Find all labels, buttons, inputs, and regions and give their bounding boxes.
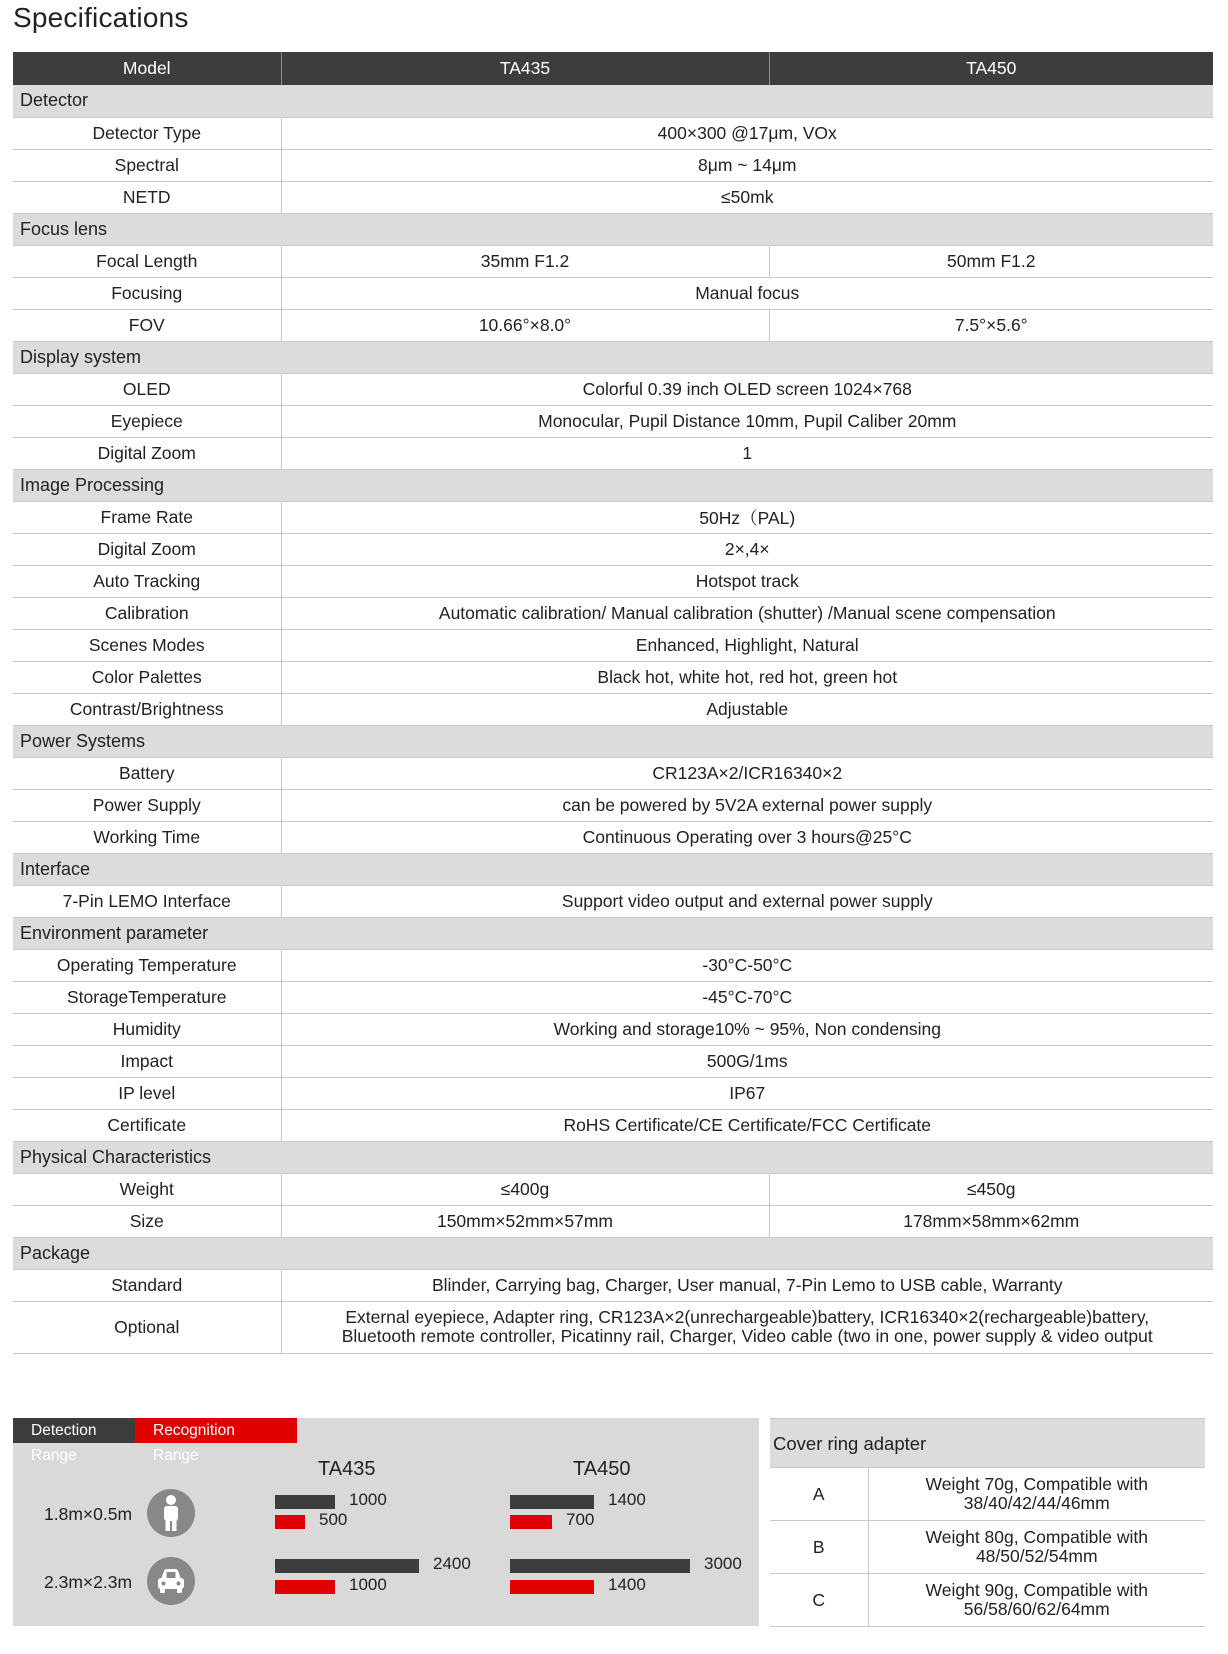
section-detector (13, 85, 1213, 117)
row-value (281, 1301, 1213, 1353)
row-value-ta435: 35mm F1.2 (281, 245, 769, 277)
recognition-value-ta435: 500 (319, 1510, 348, 1529)
table-row (13, 693, 1213, 725)
row-value-ta450: 7.5°×5.6° (769, 309, 1213, 341)
table-row (13, 981, 1213, 1013)
section-title: Display system (13, 341, 1213, 373)
section-title: Package (13, 1237, 1213, 1269)
table-row (13, 821, 1213, 853)
header-model: Model (13, 52, 281, 85)
recognition-bar-ta435 (275, 1580, 335, 1594)
section-title: Image Processing (13, 469, 1213, 501)
cover-ring-title: Cover ring adapter (770, 1419, 1205, 1468)
table-row (13, 149, 1213, 181)
detection-value-ta450: 1400 (608, 1490, 646, 1509)
row-label: Auto Tracking (13, 565, 281, 597)
row-label: Digital Zoom (13, 437, 281, 469)
spec-header-row (13, 52, 1213, 85)
detection-bar-ta450 (510, 1495, 594, 1509)
table-row (13, 1045, 1213, 1077)
row-label: Certificate (13, 1109, 281, 1141)
row-value: 500G/1ms (281, 1045, 1213, 1077)
row-label: Color Palettes (13, 661, 281, 693)
header-ta435: TA435 (281, 52, 769, 85)
cover-ring-key: A (770, 1468, 868, 1521)
page-title: Specifications (13, 2, 189, 33)
person-icon (147, 1489, 195, 1537)
row-value-ta450: 178mm×58mm×62mm (769, 1205, 1213, 1237)
row-value: IP67 (281, 1077, 1213, 1109)
row-value-line: Bluetooth remote controller, Picatinny rail, Charger, Video cable (two in one, power supply & video output (341, 1326, 1153, 1346)
table-row (13, 181, 1213, 213)
table-row (13, 501, 1213, 533)
table-row (13, 373, 1213, 405)
table-row (13, 1109, 1213, 1141)
cover-ring-line: Weight 90g, Compatible with (925, 1580, 1148, 1600)
table-row (13, 789, 1213, 821)
cover-ring-value (868, 1574, 1205, 1627)
table-row (13, 309, 1213, 341)
spec-table (13, 52, 1213, 1354)
table-row (13, 565, 1213, 597)
car-icon (147, 1557, 195, 1605)
section-interface (13, 853, 1213, 885)
row-value: 50Hz（PAL) (281, 501, 1213, 533)
section-title: Power Systems (13, 725, 1213, 757)
table-row (13, 597, 1213, 629)
detection-bar-ta450 (510, 1559, 690, 1573)
row-value: Enhanced, Highlight, Natural (281, 629, 1213, 661)
row-value-ta435: 10.66°×8.0° (281, 309, 769, 341)
row-label: StorageTemperature (13, 981, 281, 1013)
table-row (13, 1205, 1213, 1237)
row-value: Working and storage10% ~ 95%, Non condensing (281, 1013, 1213, 1045)
row-label: Optional (13, 1301, 281, 1353)
cover-ring-line: Weight 80g, Compatible with (925, 1527, 1148, 1547)
row-label: Impact (13, 1045, 281, 1077)
table-row (770, 1521, 1205, 1574)
row-label: 7-Pin LEMO Interface (13, 885, 281, 917)
row-label: Calibration (13, 597, 281, 629)
section-title: Focus lens (13, 213, 1213, 245)
detection-bar-ta435 (275, 1495, 335, 1509)
row-label: Working Time (13, 821, 281, 853)
header-ta450: TA450 (769, 52, 1213, 85)
detection-value-ta450: 3000 (704, 1554, 742, 1573)
table-row (13, 1301, 1213, 1353)
section-package (13, 1237, 1213, 1269)
table-row (13, 405, 1213, 437)
section-image-processing (13, 469, 1213, 501)
range-model-ta450: TA450 (573, 1458, 631, 1480)
row-value: can be powered by 5V2A external power supply (281, 789, 1213, 821)
table-row (13, 757, 1213, 789)
row-label: Eyepiece (13, 405, 281, 437)
row-value: 2×,4× (281, 533, 1213, 565)
section-environment (13, 917, 1213, 949)
row-value: Automatic calibration/ Manual calibration (shutter) /Manual scene compensation (281, 597, 1213, 629)
recognition-bar-ta435 (275, 1515, 305, 1529)
cover-ring-value (868, 1521, 1205, 1574)
section-title: Interface (13, 853, 1213, 885)
cover-ring-line: 38/40/42/44/46mm (963, 1493, 1110, 1513)
row-label: Detector Type (13, 117, 281, 149)
table-row (13, 245, 1213, 277)
row-value: 8μm ~ 14μm (281, 149, 1213, 181)
row-value-line: External eyepiece, Adapter ring, CR123A×2(unrechargeable)battery, ICR16340×2(rechargeable)battery, (345, 1307, 1150, 1327)
table-row (13, 1077, 1213, 1109)
target-size-person: 1.8m×0.5m (44, 1504, 133, 1524)
row-label: Scenes Modes (13, 629, 281, 661)
row-label: Power Supply (13, 789, 281, 821)
row-value: Continuous Operating over 3 hours@25°C (281, 821, 1213, 853)
table-row (13, 533, 1213, 565)
table-row (770, 1574, 1205, 1627)
row-label: Frame Rate (13, 501, 281, 533)
row-value-ta435: 150mm×52mm×57mm (281, 1205, 769, 1237)
recognition-value-ta435: 1000 (349, 1575, 387, 1594)
table-row (13, 117, 1213, 149)
tab-detection-range[interactable]: Detection Range (13, 1418, 135, 1443)
row-label: OLED (13, 373, 281, 405)
recognition-value-ta450: 700 (566, 1510, 595, 1529)
cover-ring-key: C (770, 1574, 868, 1627)
table-row (13, 1269, 1213, 1301)
table-row (770, 1468, 1205, 1521)
range-tabs (13, 1418, 297, 1464)
row-label: Focusing (13, 277, 281, 309)
row-value-ta450: 50mm F1.2 (769, 245, 1213, 277)
row-value: 400×300 @17μm, VOx (281, 117, 1213, 149)
row-label: Weight (13, 1173, 281, 1205)
section-title: Detector (13, 85, 1213, 117)
row-label: Operating Temperature (13, 949, 281, 981)
section-title: Environment parameter (13, 917, 1213, 949)
row-value-ta450: ≤450g (769, 1173, 1213, 1205)
detection-bar-ta435 (275, 1559, 419, 1573)
cover-ring-line: Weight 70g, Compatible with (925, 1474, 1148, 1494)
row-value: Black hot, white hot, red hot, green hot (281, 661, 1213, 693)
row-value: 1 (281, 437, 1213, 469)
section-physical (13, 1141, 1213, 1173)
table-row (13, 437, 1213, 469)
row-label: Battery (13, 757, 281, 789)
row-label: Contrast/Brightness (13, 693, 281, 725)
cover-ring-key: B (770, 1521, 868, 1574)
row-label: Size (13, 1205, 281, 1237)
table-row (13, 949, 1213, 981)
row-value: -45°C-70°C (281, 981, 1213, 1013)
cover-ring-line: 48/50/52/54mm (975, 1546, 1098, 1566)
recognition-bar-ta450 (510, 1580, 594, 1594)
section-title: Physical Characteristics (13, 1141, 1213, 1173)
section-display-system (13, 341, 1213, 373)
row-label: Humidity (13, 1013, 281, 1045)
row-label: Focal Length (13, 245, 281, 277)
detection-value-ta435: 1000 (349, 1490, 387, 1509)
row-value: ≤50mk (281, 181, 1213, 213)
row-label: FOV (13, 309, 281, 341)
recognition-bar-ta450 (510, 1515, 552, 1529)
row-label: NETD (13, 181, 281, 213)
target-size-car: 2.3m×2.3m (44, 1572, 133, 1592)
cover-ring-line: 56/58/60/62/64mm (963, 1599, 1110, 1619)
row-label: IP level (13, 1077, 281, 1109)
row-value: Manual focus (281, 277, 1213, 309)
row-label: Standard (13, 1269, 281, 1301)
row-value: Hotspot track (281, 565, 1213, 597)
section-power-systems (13, 725, 1213, 757)
row-value: Colorful 0.39 inch OLED screen 1024×768 (281, 373, 1213, 405)
section-focus-lens (13, 213, 1213, 245)
row-value: Monocular, Pupil Distance 10mm, Pupil Caliber 20mm (281, 405, 1213, 437)
row-value: Support video output and external power supply (281, 885, 1213, 917)
table-row (13, 629, 1213, 661)
row-value: RoHS Certificate/CE Certificate/FCC Certificate (281, 1109, 1213, 1141)
row-value: CR123A×2/ICR16340×2 (281, 757, 1213, 789)
row-value: -30°C-50°C (281, 949, 1213, 981)
table-row (13, 885, 1213, 917)
row-value: Adjustable (281, 693, 1213, 725)
range-model-ta435: TA435 (318, 1458, 376, 1480)
tab-recognition-range[interactable]: Recognition Range (135, 1418, 297, 1443)
recognition-value-ta450: 1400 (608, 1575, 646, 1594)
cover-ring-value (868, 1468, 1205, 1521)
cover-ring-header (770, 1419, 1205, 1468)
row-label: Spectral (13, 149, 281, 181)
row-value: Blinder, Carrying bag, Charger, User manual, 7-Pin Lemo to USB cable, Warranty (281, 1269, 1213, 1301)
table-row (13, 277, 1213, 309)
table-row (13, 1173, 1213, 1205)
row-value-ta435: ≤400g (281, 1173, 769, 1205)
detection-value-ta435: 2400 (433, 1554, 471, 1573)
table-row (13, 661, 1213, 693)
row-label: Digital Zoom (13, 533, 281, 565)
table-row (13, 1013, 1213, 1045)
cover-ring-table (770, 1418, 1205, 1627)
